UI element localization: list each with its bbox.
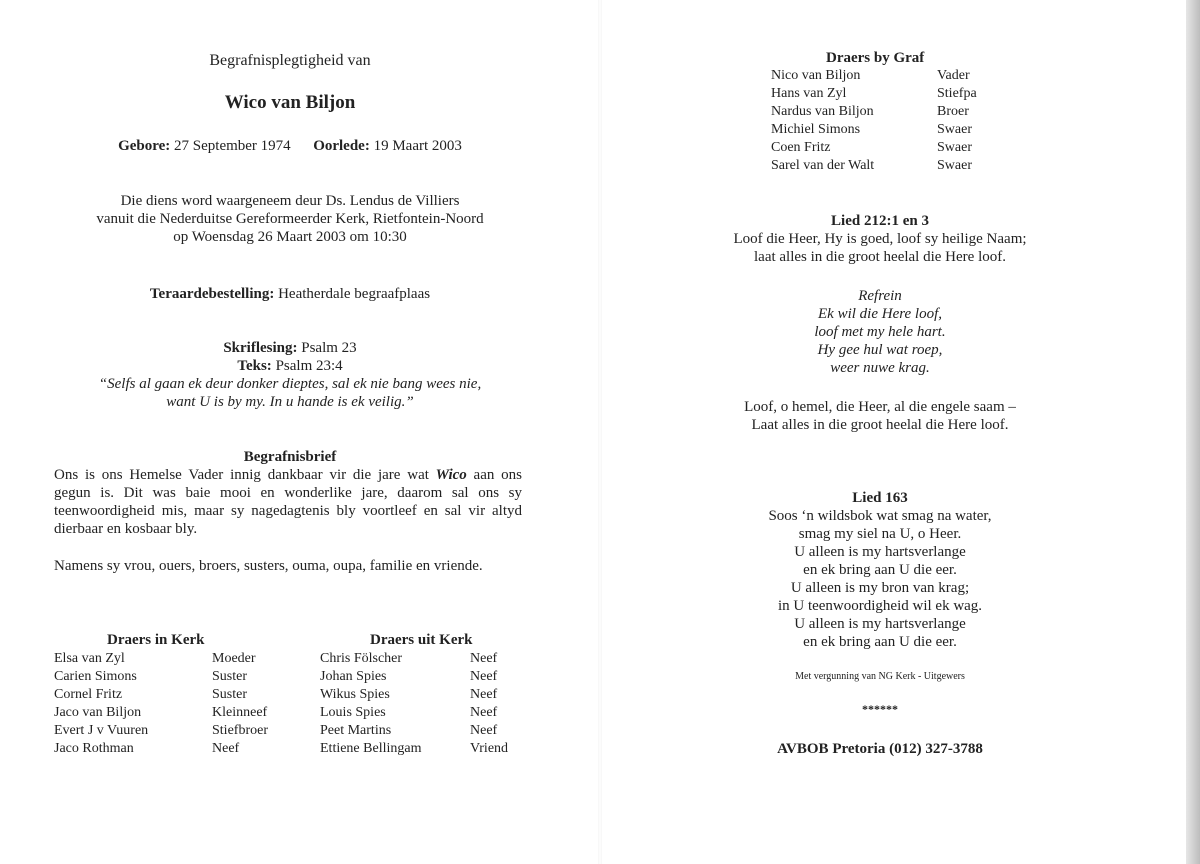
- hymn-line: Loof, o hemel, die Heer, al die engele saam –: [744, 399, 1016, 415]
- bearer-name: Coen Fritz: [771, 140, 831, 155]
- bearer-role: Moeder: [212, 651, 256, 666]
- hymn-line: U alleen is my hartsverlange: [794, 616, 966, 632]
- refrain-line: Ek wil die Here loof,: [818, 306, 942, 322]
- bearer-role: Neef: [470, 687, 498, 702]
- bearer-row: [771, 157, 1031, 175]
- church-bearers-title: Draers in Kerk: [107, 632, 205, 648]
- bearer-row: [54, 722, 294, 740]
- hymn-2-text: [660, 507, 1100, 651]
- service-heading: Begrafnisplegtigheid van: [209, 52, 371, 69]
- bearer-role: Swaer: [937, 158, 972, 173]
- hymn-2-title: Lied 163: [852, 490, 908, 506]
- bearer-row: [320, 722, 560, 740]
- bearer-row: [54, 650, 294, 668]
- hymn-line: U alleen is my hartsverlange: [794, 544, 966, 560]
- service-details: [20, 192, 560, 246]
- bearer-name: Sarel van der Walt: [771, 158, 875, 173]
- hymn-1-verse-3: [660, 398, 1100, 434]
- hymn-line: en ek bring aan U die eer.: [803, 562, 957, 578]
- refrain-line: weer nuwe krag.: [830, 360, 930, 376]
- refrain-title: Refrein: [858, 288, 902, 304]
- bearer-row: [54, 686, 294, 704]
- bearer-name: Nico van Biljon: [771, 68, 861, 83]
- died-label: Oorlede:: [313, 138, 370, 154]
- bearer-row: [54, 704, 294, 722]
- bearer-role: Stiefpa: [937, 86, 977, 101]
- letter-body: [54, 466, 522, 538]
- quote-line: “Selfs al gaan ek deur donker dieptes, sal ek nie bang wees nie,: [98, 376, 482, 392]
- bearer-name: Johan Spies: [320, 669, 387, 684]
- refrain-line: loof met my hele hart.: [814, 324, 946, 340]
- bearer-name: Carien Simons: [54, 669, 137, 684]
- bearer-row: [54, 740, 294, 758]
- bearer-name: Wikus Spies: [320, 687, 390, 702]
- scripture-quote: [20, 375, 560, 411]
- bearer-role: Neef: [470, 705, 498, 720]
- bearer-row: [771, 67, 1031, 85]
- bearer-name: Ettiene Bellingam: [320, 741, 422, 756]
- hymn-line: smag my siel na U, o Heer.: [798, 526, 962, 542]
- hymn-line: Soos ‘n wildsbok wat smag na water,: [768, 508, 992, 524]
- refrain-line: Hy gee hul wat roep,: [817, 342, 943, 358]
- bearer-role: Vriend: [470, 741, 509, 756]
- service-line: Die diens word waargeneem deur Ds. Lendus de Villiers: [120, 193, 460, 209]
- born-value: 27 September 1974: [174, 138, 291, 154]
- reading-label: Skriflesing:: [223, 340, 298, 356]
- letter-title: Begrafnisbrief: [243, 449, 337, 465]
- separator-stars: ******: [862, 702, 898, 716]
- dates-line: [40, 137, 540, 155]
- hymn-line: en ek bring aan U die eer.: [803, 634, 957, 650]
- hymn-line: U alleen is my bron van krag;: [790, 580, 970, 596]
- church-bearers-list: [54, 650, 294, 758]
- bearer-name: Cornel Fritz: [54, 687, 123, 702]
- text-value: Psalm 23:4: [275, 358, 343, 374]
- quote-line: want U is by my. In u hande is ek veilig.”: [166, 394, 414, 410]
- bearer-row: [771, 85, 1031, 103]
- refrain: [660, 305, 1100, 377]
- hymn-line: Laat alles in die groot heelal die Here loof.: [751, 417, 1009, 433]
- bearer-name: Peet Martins: [320, 723, 392, 738]
- hymn-line: laat alles in die groot heelal die Here loof.: [754, 249, 1006, 265]
- bearer-name: Nardus van Biljon: [771, 104, 874, 119]
- bearer-name: Michiel Simons: [771, 122, 861, 137]
- burial-label: Teraardebestelling:: [149, 286, 275, 302]
- hymn-line: Loof die Heer, Hy is goed, loof sy heilige Naam;: [733, 231, 1027, 247]
- text-line: [40, 357, 540, 375]
- bearer-role: Vader: [937, 68, 970, 83]
- bearer-row: [320, 668, 560, 686]
- bearer-role: Swaer: [937, 122, 972, 137]
- letter-text-1: Ons is ons Hemelse Vader innig dankbaar vir die jare wat: [54, 467, 436, 483]
- service-line: vanuit die Nederduitse Gereformeerder Kerk, Rietfontein-Noord: [96, 211, 484, 227]
- bearer-row: [54, 668, 294, 686]
- letter-text-2: aan ons gegun is. Dit was baie mooi en wonderlike jare, daarom sal ons sy teenwoordigheid mis, maar sy nagedagtenis bly voortleef en sal vir altyd dierbaar en kosbaar bly.: [54, 467, 522, 537]
- hymn-line: in U teenwoordigheid wil ek wag.: [777, 598, 983, 614]
- permission-note: Met vergunning van NG Kerk - Uitgewers: [795, 671, 965, 682]
- bearer-name: Louis Spies: [320, 705, 386, 720]
- service-line: op Woensdag 26 Maart 2003 om 10:30: [173, 229, 407, 245]
- bearer-role: Suster: [212, 669, 247, 684]
- bearer-name: Elsa van Zyl: [54, 651, 125, 666]
- bearer-name: Evert J v Vuuren: [54, 723, 149, 738]
- burial-line: [40, 285, 540, 303]
- bearer-row: [771, 139, 1031, 157]
- right-page: [600, 0, 1200, 864]
- bearer-row: [320, 686, 560, 704]
- letter-closing: Namens sy vrou, ouers, broers, susters, ouma, oupa, familie en vriende.: [54, 558, 483, 574]
- deceased-name: Wico van Biljon: [224, 92, 356, 113]
- bearer-role: Swaer: [937, 140, 972, 155]
- reading-line: [40, 339, 540, 357]
- bearer-role: Broer: [937, 104, 969, 119]
- died-value: 19 Maart 2003: [373, 138, 462, 154]
- bearer-role: Neef: [212, 741, 240, 756]
- bearer-row: [771, 121, 1031, 139]
- hymn-1-title: Lied 212:1 en 3: [831, 213, 929, 229]
- bearer-role: Kleinneef: [212, 705, 268, 720]
- letter-emphasis: Wico: [435, 467, 467, 483]
- bearer-role: Neef: [470, 723, 498, 738]
- grave-bearers-list: [771, 67, 1031, 175]
- bearer-row: [771, 103, 1031, 121]
- bearer-name: Jaco Rothman: [54, 741, 134, 756]
- grave-bearers-title: Draers by Graf: [826, 50, 925, 66]
- bearer-row: [320, 650, 560, 668]
- bearer-name: Hans van Zyl: [771, 86, 847, 101]
- bearer-role: Neef: [470, 669, 498, 684]
- out-bearers-title: Draers uit Kerk: [370, 632, 473, 648]
- born-label: Gebore:: [118, 138, 171, 154]
- bearer-name: Jaco van Biljon: [54, 705, 142, 720]
- text-label: Teks:: [237, 358, 272, 374]
- bearer-row: [320, 740, 560, 758]
- reading-value: Psalm 23: [301, 340, 357, 356]
- bearer-role: Suster: [212, 687, 247, 702]
- out-bearers-list: [320, 650, 560, 758]
- bearer-role: Stiefbroer: [212, 723, 268, 738]
- bearer-role: Neef: [470, 651, 498, 666]
- burial-value: Heatherdale begraafplaas: [278, 286, 431, 302]
- bearer-name: Chris Fölscher: [320, 651, 403, 666]
- bearer-row: [320, 704, 560, 722]
- hymn-1-verse-1: [660, 230, 1100, 266]
- funeral-home-footer: AVBOB Pretoria (012) 327-3788: [777, 741, 983, 757]
